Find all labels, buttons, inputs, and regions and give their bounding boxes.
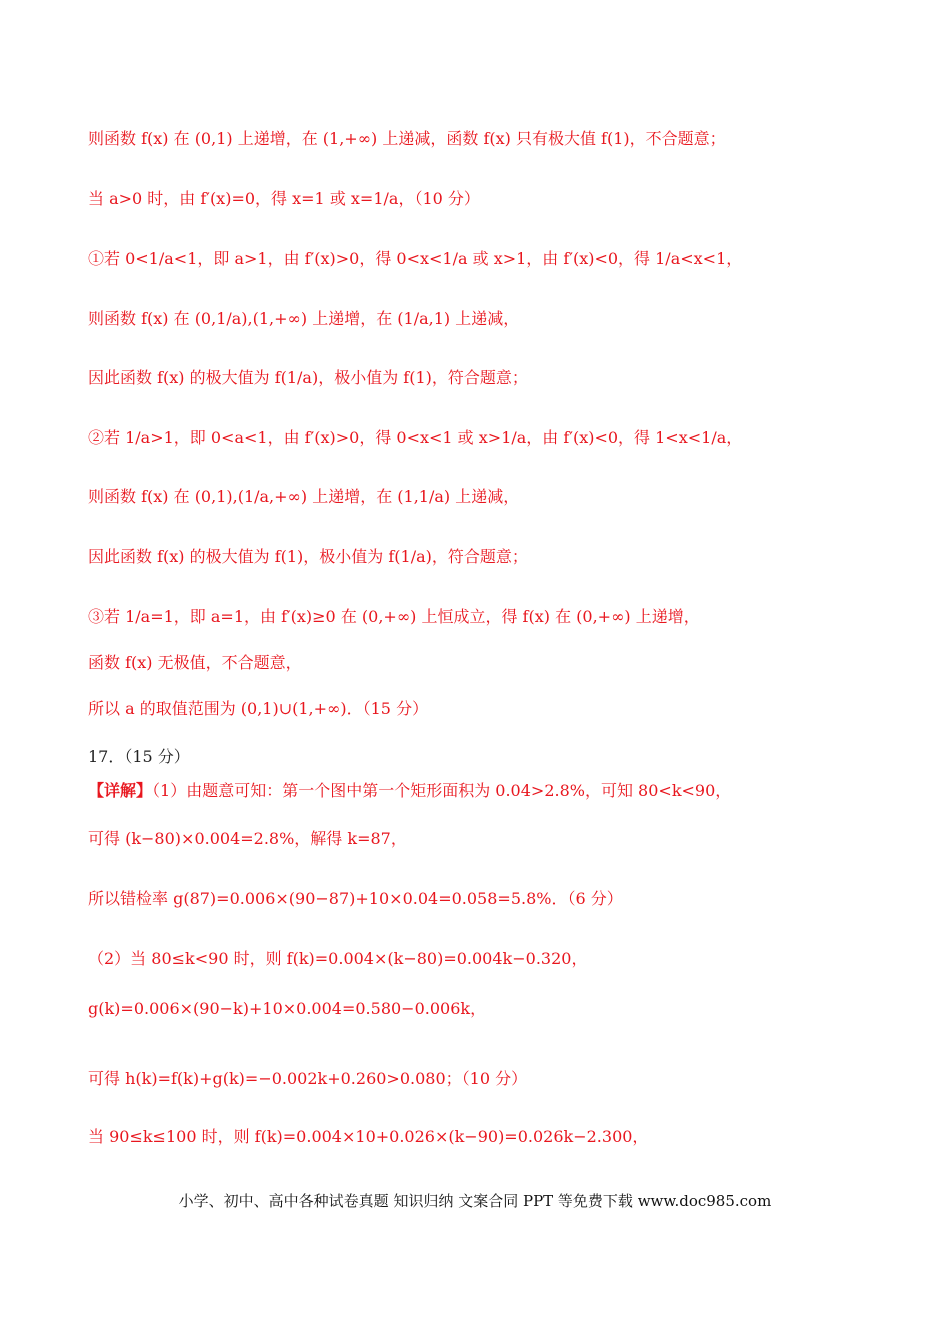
- solution-line-6: ②若 1/a>1，即 0<a<1，由 f′(x)>0，得 0<x<1 或 x>1/a，由 f′(x)<0，得 1<x<1/a，: [88, 428, 743, 447]
- detail-tag: 【详解】: [88, 781, 153, 800]
- solution-line-8: 因此函数 f(x) 的极大值为 f(1)，极小值为 f(1/a)，符合题意；: [88, 547, 528, 566]
- q17-line-1-text: （1）由题意可知：第一个图中第一个矩形面积为 0.04>2.8%，可知 80<k<90，: [152, 781, 732, 800]
- solution-line-10: 函数 f(x) 无极值，不合题意，: [88, 653, 302, 672]
- q17-line-7: 当 90≤k≤100 时，则 f(k)=0.004×10+0.026×(k−90)=0.026k−2.300，: [88, 1127, 649, 1146]
- q17-line-5: g(k)=0.006×(90−k)+10×0.004=0.580−0.006k，: [88, 999, 487, 1018]
- q17-line-2: 可得 (k−80)×0.004=2.8%，解得 k=87，: [88, 829, 407, 848]
- page-footer: 小学、初中、高中各种试卷真题 知识归纳 文案合同 PPT 等免费下载 www.doc985.com: [178, 1192, 772, 1210]
- question-17-heading: 17．（15 分）: [88, 747, 190, 766]
- q17-line-3: 所以错检率 g(87)=0.006×(90−87)+10×0.04=0.058=5.8%．（6 分）: [88, 889, 623, 908]
- solution-line-1: 则函数 f(x) 在 (0,1) 上递增，在 (1,+∞) 上递减，函数 f(x) 只有极大值 f(1)，不合题意；: [88, 129, 726, 148]
- solution-line-3: ①若 0<1/a<1，即 a>1，由 f′(x)>0，得 0<x<1/a 或 x>1，由 f′(x)<0，得 1/a<x<1，: [88, 249, 743, 268]
- solution-line-11: 所以 a 的取值范围为 (0,1)∪(1,+∞)．（15 分）: [88, 699, 429, 718]
- solution-line-2: 当 a>0 时，由 f′(x)=0，得 x=1 或 x=1/a，（10 分）: [88, 189, 480, 208]
- solution-line-9: ③若 1/a=1，即 a=1，由 f′(x)≥0 在 (0,+∞) 上恒成立，得 f(x) 在 (0,+∞) 上递增，: [88, 607, 700, 626]
- solution-line-5: 因此函数 f(x) 的极大值为 f(1/a)，极小值为 f(1)，符合题意；: [88, 368, 528, 387]
- q17-line-6: 可得 h(k)=f(k)+g(k)=−0.002k+0.260>0.080；（10 分）: [88, 1069, 528, 1088]
- solution-line-7: 则函数 f(x) 在 (0,1),(1/a,+∞) 上递增，在 (1,1/a) 上递减，: [88, 487, 520, 506]
- solution-line-4: 则函数 f(x) 在 (0,1/a),(1,+∞) 上递增，在 (1/a,1) 上递减，: [88, 309, 520, 328]
- q17-line-4: （2）当 80≤k<90 时，则 f(k)=0.004×(k−80)=0.004k−0.320，: [88, 949, 588, 968]
- q17-line-1: [88, 780, 910, 802]
